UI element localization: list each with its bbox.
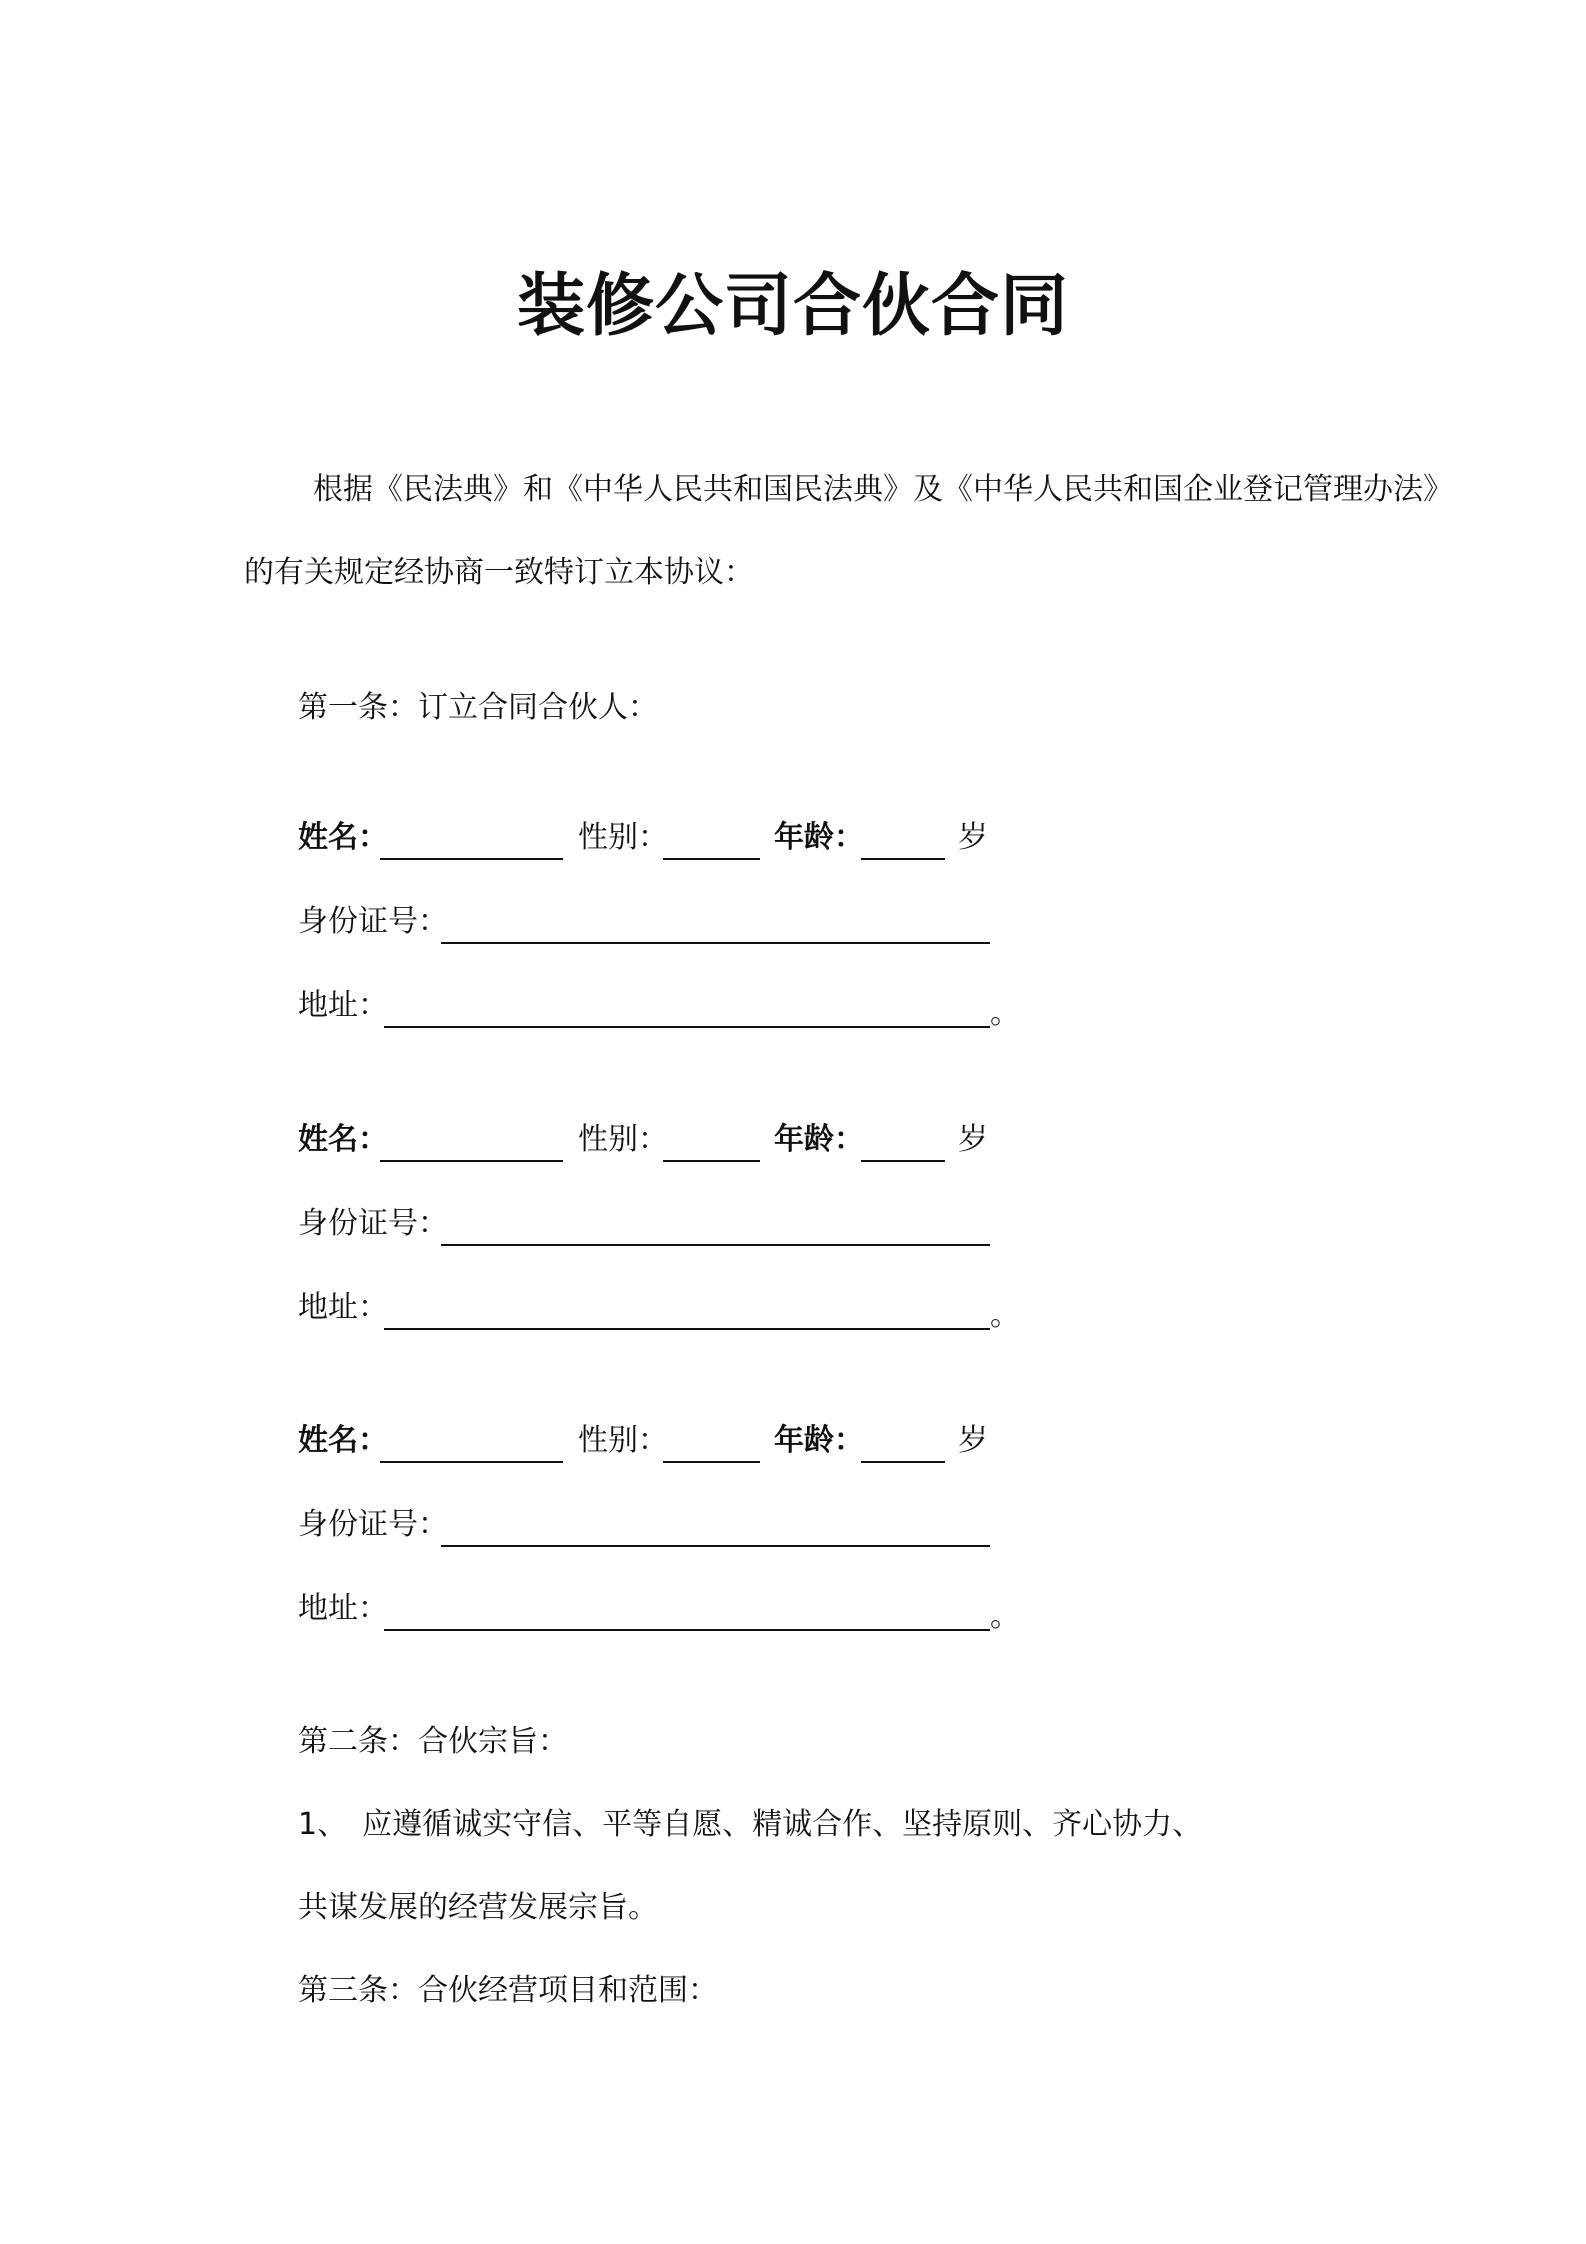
gender-label: 性别：: [578, 1122, 668, 1157]
id-blank[interactable]: [441, 942, 990, 944]
address-period: 。: [990, 996, 1020, 1031]
age-unit: 岁: [958, 820, 988, 855]
age-blank[interactable]: [861, 1160, 945, 1162]
gender-label: 性别：: [578, 1423, 668, 1458]
address-period: 。: [990, 1599, 1020, 1634]
id-label: 身份证号：: [298, 1507, 448, 1542]
address-blank[interactable]: [384, 1328, 990, 1330]
name-label: 姓名：: [298, 1423, 388, 1458]
article-2-heading: 第二条：合伙宗旨：: [298, 1724, 568, 1759]
name-label: 姓名：: [298, 1122, 388, 1157]
age-blank[interactable]: [861, 858, 945, 860]
address-label: 地址：: [298, 1591, 388, 1626]
intro-line-1: 根据《民法典》和《中华人民共和国民法典》及《中华人民共和国企业登记管理办法》: [313, 472, 1453, 507]
address-label: 地址：: [298, 1290, 388, 1325]
document-title: 装修公司合伙合同: [516, 267, 1069, 346]
age-unit: 岁: [958, 1122, 988, 1157]
address-label: 地址：: [298, 988, 388, 1023]
article-2-item-1-cont: 共谋发展的经营发展宗旨。: [298, 1890, 658, 1925]
age-blank[interactable]: [861, 1461, 945, 1463]
name-blank[interactable]: [380, 1160, 563, 1162]
age-label: 年龄：: [774, 1122, 864, 1157]
gender-blank[interactable]: [663, 858, 760, 860]
address-blank[interactable]: [384, 1026, 990, 1028]
address-period: 。: [990, 1298, 1020, 1333]
gender-blank[interactable]: [663, 1160, 760, 1162]
id-blank[interactable]: [441, 1244, 990, 1246]
id-label: 身份证号：: [298, 1206, 448, 1241]
gender-label: 性别：: [578, 820, 668, 855]
article-3-heading: 第三条：合伙经营项目和范围：: [298, 1973, 718, 2008]
age-label: 年龄：: [774, 820, 864, 855]
article-2-item-1: 1、 应遵循诚实守信、平等自愿、精诚合作、坚持原则、齐心协力、: [298, 1807, 1203, 1842]
name-label: 姓名：: [298, 820, 388, 855]
article-1-heading: 第一条：订立合同合伙人：: [298, 690, 658, 725]
id-blank[interactable]: [441, 1545, 990, 1547]
age-label: 年龄：: [774, 1423, 864, 1458]
gender-blank[interactable]: [663, 1461, 760, 1463]
intro-line-2: 的有关规定经协商一致特订立本协议：: [244, 555, 754, 590]
name-blank[interactable]: [380, 858, 563, 860]
age-unit: 岁: [958, 1423, 988, 1458]
id-label: 身份证号：: [298, 904, 448, 939]
name-blank[interactable]: [380, 1461, 563, 1463]
address-blank[interactable]: [384, 1629, 990, 1631]
